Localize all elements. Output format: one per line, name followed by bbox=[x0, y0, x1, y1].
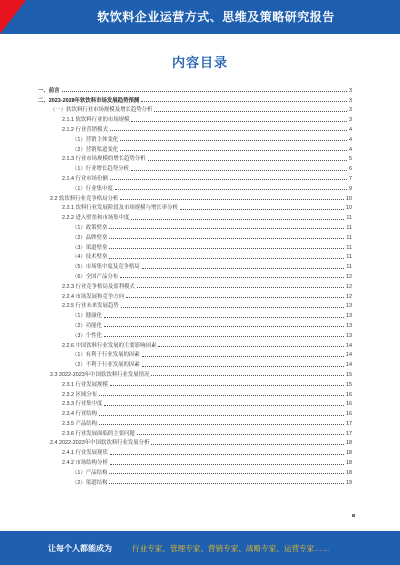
toc-entry-page: 3 bbox=[349, 87, 352, 94]
toc-entry-page: 13 bbox=[346, 303, 352, 310]
toc-entry-label: （3）渠道壁垒 bbox=[72, 244, 108, 251]
toc-entry-label: （1）健康化 bbox=[72, 313, 102, 320]
toc-entry-label: （2）功能化 bbox=[72, 322, 102, 329]
toc-leader-dots bbox=[131, 219, 344, 220]
toc-entry-label: （2）品牌壁垒 bbox=[72, 234, 108, 241]
toc-entry-page: 4 bbox=[349, 126, 352, 133]
toc-entry[interactable] bbox=[38, 133, 352, 143]
toc-entry-label: （5）市场集中度及竞争格局 bbox=[72, 264, 140, 271]
toc-entry-label: 2.3.4 行业结构 bbox=[62, 411, 98, 418]
toc-entry-label: 2.3.5 产品结构 bbox=[62, 420, 98, 427]
toc-leader-dots bbox=[115, 189, 347, 190]
toc-leader-dots bbox=[99, 415, 344, 416]
toc-leader-dots bbox=[131, 121, 347, 122]
toc-entry-label: （4）技术壁垒 bbox=[72, 254, 108, 261]
toc-entry-page: 11 bbox=[346, 264, 352, 271]
toc-leader-dots bbox=[109, 473, 344, 474]
toc-leader-dots bbox=[151, 444, 344, 445]
toc-entry-label: 2.1.1 软饮料行业的市场规模 bbox=[62, 117, 130, 124]
toc-leader-dots bbox=[131, 170, 347, 171]
toc-entry-label: （1）行业集中度 bbox=[72, 185, 113, 192]
toc-entry[interactable] bbox=[38, 182, 352, 192]
toc-entry-page: 15 bbox=[346, 371, 352, 378]
toc-leader-dots bbox=[180, 209, 344, 210]
toc-entry[interactable] bbox=[38, 358, 352, 368]
toc-leader-dots bbox=[99, 395, 344, 396]
toc-entry[interactable] bbox=[38, 270, 352, 280]
toc-entry[interactable] bbox=[38, 153, 352, 163]
toc-leader-dots bbox=[110, 385, 344, 386]
toc-entry[interactable] bbox=[38, 84, 352, 94]
toc-entry[interactable] bbox=[38, 211, 352, 221]
toc-leader-dots bbox=[109, 238, 344, 239]
toc-entry[interactable] bbox=[38, 300, 352, 310]
toc-entry-page: 13 bbox=[346, 313, 352, 320]
toc-entry-label: 2.4 2022-2023年中国软饮料行业发展分析 bbox=[50, 440, 150, 447]
toc-entry-page: 16 bbox=[346, 401, 352, 408]
toc-entry-page: 17 bbox=[346, 430, 352, 437]
toc-entry[interactable] bbox=[38, 241, 352, 251]
toc-entry[interactable] bbox=[38, 113, 352, 123]
toc-entry-label: （1）有利于行业发展的因素 bbox=[72, 352, 140, 359]
toc-leader-dots bbox=[104, 405, 344, 406]
toc-entry-label: 2.2.4 市场发展和竞争方向 bbox=[62, 293, 125, 300]
toc-leader-dots bbox=[142, 366, 344, 367]
toc-entry-page: 7 bbox=[349, 175, 352, 182]
toc-entry[interactable] bbox=[38, 123, 352, 133]
toc-leader-dots bbox=[154, 111, 347, 112]
toc-entry-label: 2.1.4 行业市场份额 bbox=[62, 175, 108, 182]
header-red-accent bbox=[0, 0, 26, 34]
toc-entry[interactable] bbox=[38, 456, 352, 466]
toc-entry[interactable] bbox=[38, 378, 352, 388]
toc-leader-dots bbox=[126, 297, 344, 298]
toc-entry-label: （1）行业增长趋势分析 bbox=[72, 166, 129, 173]
toc-heading: 内容目录 bbox=[171, 55, 228, 70]
toc-entry-page: 18 bbox=[346, 460, 352, 467]
toc-entry-page: 3 bbox=[349, 117, 352, 124]
toc-entry[interactable] bbox=[38, 172, 352, 182]
toc-entry-page: 18 bbox=[346, 440, 352, 447]
toc-leader-dots bbox=[120, 140, 347, 141]
toc-entry-page: 4 bbox=[349, 136, 352, 143]
footer-slogan: 让每个人都能成为 bbox=[48, 544, 112, 553]
toc-entry-label: 2.3.2 区域分布 bbox=[62, 391, 98, 398]
toc-entry-label: 2.4.1 行业发展现状 bbox=[62, 450, 108, 457]
toc-leader-dots bbox=[151, 375, 344, 376]
toc-leader-dots bbox=[120, 199, 344, 200]
toc-entry-label: 2.3 2022-2023年中国软饮料行业发展情况 bbox=[50, 371, 150, 378]
toc-leader-dots bbox=[137, 287, 344, 288]
toc-entry-label: 2.1.3 行业市场规模的增长趋势分析 bbox=[62, 156, 146, 163]
toc-leader-dots bbox=[109, 258, 344, 259]
toc-entry-page: 15 bbox=[346, 381, 352, 388]
toc-entry-page: 12 bbox=[346, 273, 352, 280]
toc-entry-page: 12 bbox=[346, 293, 352, 300]
toc-entry-label: （1）产品结构 bbox=[72, 469, 108, 476]
toc-leader-dots bbox=[104, 336, 344, 337]
toc-entry-page: 18 bbox=[346, 450, 352, 457]
toc-entry-label: 2.2.5 行业未来发展趋势 bbox=[62, 303, 119, 310]
toc-entry-page: 11 bbox=[346, 244, 352, 251]
toc-leader-dots bbox=[121, 307, 344, 308]
toc-entry[interactable] bbox=[38, 466, 352, 476]
toc-entry-label: （一）软饮料行业市场规模及增长趋势分析 bbox=[50, 107, 153, 114]
toc-entry-page: 11 bbox=[346, 224, 352, 231]
toc-entry-label: （1）政策壁垒 bbox=[72, 224, 108, 231]
toc-entry-label: 一、前言 bbox=[38, 87, 60, 94]
toc-entry[interactable] bbox=[38, 476, 352, 486]
toc-leader-dots bbox=[104, 317, 344, 318]
toc-leader-dots bbox=[109, 248, 344, 249]
toc-entry-label: 2.2.1 饮料行业发展阶段及市场规模与增长率分析 bbox=[62, 205, 178, 212]
toc-entry-page: 13 bbox=[346, 322, 352, 329]
page-header bbox=[0, 0, 400, 34]
footer-roles: 行业专家、管理专家、营销专家、战略专家、运营专家…… bbox=[132, 544, 330, 553]
toc-entry-label: （3）个性化 bbox=[72, 332, 102, 339]
toc-leader-dots bbox=[158, 346, 344, 347]
toc-leader-dots bbox=[110, 130, 347, 131]
toc-entry-page: 5 bbox=[349, 156, 352, 163]
toc-entry[interactable] bbox=[38, 446, 352, 456]
toc-entry-page: 14 bbox=[346, 352, 352, 359]
toc-entry[interactable] bbox=[38, 339, 352, 349]
toc-leader-dots bbox=[99, 424, 344, 425]
toc-entry-page: 16 bbox=[346, 391, 352, 398]
toc-entry[interactable] bbox=[38, 231, 352, 241]
table-of-contents bbox=[38, 84, 352, 486]
toc-leader-dots bbox=[109, 483, 344, 484]
toc-entry-label: 2.2.6 中国饮料行业发展的主要影响因素 bbox=[62, 342, 157, 349]
toc-entry-label: 2.2.2 进入壁垒和市场集中度 bbox=[62, 215, 130, 222]
toc-entry-label: （2）不利于行业发展的因素 bbox=[72, 362, 140, 369]
report-title: 软饮料企业运营方式、思维及策略研究报告 bbox=[97, 10, 335, 24]
toc-leader-dots bbox=[109, 228, 344, 229]
toc-entry[interactable] bbox=[38, 104, 352, 114]
toc-entry-label: （2）渠道结构 bbox=[72, 479, 108, 486]
toc-entry-page: 19 bbox=[346, 479, 352, 486]
toc-entry[interactable] bbox=[38, 427, 352, 437]
toc-entry[interactable] bbox=[38, 251, 352, 261]
toc-entry[interactable] bbox=[38, 319, 352, 329]
toc-leader-dots bbox=[137, 434, 344, 435]
toc-entry[interactable] bbox=[38, 280, 352, 290]
toc-leader-dots bbox=[104, 326, 344, 327]
toc-entry-label: （2）营销渠道变化 bbox=[72, 146, 119, 153]
toc-leader-dots bbox=[142, 268, 345, 269]
toc-entry[interactable] bbox=[38, 162, 352, 172]
toc-entry-page: 16 bbox=[346, 411, 352, 418]
toc-entry-page: 10 bbox=[346, 205, 352, 212]
toc-entry[interactable] bbox=[38, 329, 352, 339]
toc-entry-label: 2.2 软饮料行业竞争格局分析 bbox=[50, 195, 119, 202]
toc-entry[interactable] bbox=[38, 94, 352, 104]
toc-entry-page: 11 bbox=[346, 234, 352, 241]
toc-entry[interactable] bbox=[38, 349, 352, 359]
toc-entry-label: 2.3.1 行业发展规模 bbox=[62, 381, 108, 388]
toc-leader-dots bbox=[141, 101, 347, 102]
toc-entry[interactable] bbox=[38, 417, 352, 427]
toc-entry-page: 13 bbox=[346, 332, 352, 339]
toc-leader-dots bbox=[120, 277, 344, 278]
toc-entry-page: 11 bbox=[346, 215, 352, 222]
toc-leader-dots bbox=[142, 356, 344, 357]
toc-leader-dots bbox=[110, 179, 347, 180]
toc-entry-page: 11 bbox=[346, 254, 352, 261]
toc-entry-page: 9 bbox=[349, 185, 352, 192]
toc-entry-page: 18 bbox=[346, 469, 352, 476]
toc-entry[interactable] bbox=[38, 388, 352, 398]
toc-leader-dots bbox=[110, 464, 344, 465]
toc-entry[interactable] bbox=[38, 143, 352, 153]
toc-entry[interactable] bbox=[38, 309, 352, 319]
toc-entry[interactable] bbox=[38, 368, 352, 378]
toc-entry-label: 2.4.2 市场结构分析 bbox=[62, 460, 108, 467]
toc-leader-dots bbox=[120, 150, 347, 151]
toc-entry-page: 3 bbox=[349, 97, 352, 104]
toc-entry[interactable] bbox=[38, 221, 352, 231]
toc-entry-page: 4 bbox=[349, 146, 352, 153]
toc-entry[interactable] bbox=[38, 398, 352, 408]
page-footer bbox=[0, 531, 400, 565]
toc-entry[interactable] bbox=[38, 437, 352, 447]
toc-entry[interactable] bbox=[38, 407, 352, 417]
toc-leader-dots bbox=[62, 91, 347, 92]
toc-leader-dots bbox=[148, 160, 347, 161]
toc-entry[interactable] bbox=[38, 290, 352, 300]
toc-leader-dots bbox=[110, 454, 344, 455]
page-marker bbox=[352, 514, 355, 517]
toc-entry-page: 6 bbox=[349, 166, 352, 173]
toc-entry-label: （6）全国产品分布 bbox=[72, 273, 119, 280]
toc-entry-label: 2.3.6 行业发展面临的主要问题 bbox=[62, 430, 135, 437]
toc-entry-label: 2.2.3 行业竞争格局及盈利模式 bbox=[62, 283, 135, 290]
toc-entry-page: 10 bbox=[346, 195, 352, 202]
toc-entry-page: 14 bbox=[346, 362, 352, 369]
toc-entry[interactable] bbox=[38, 260, 352, 270]
toc-entry-label: （1）营销主体变化 bbox=[72, 136, 119, 143]
toc-entry-page: 12 bbox=[346, 283, 352, 290]
toc-entry[interactable] bbox=[38, 202, 352, 212]
toc-entry-label: 2.1.2 行业营销模式 bbox=[62, 126, 108, 133]
toc-entry-page: 14 bbox=[346, 342, 352, 349]
toc-entry-label: 二、2023-2028年软饮料市场发展趋势预测 bbox=[38, 97, 140, 104]
toc-entry-label: 2.3.3 行业集中度 bbox=[62, 401, 103, 408]
toc-entry[interactable] bbox=[38, 192, 352, 202]
toc-entry-page: 3 bbox=[349, 107, 352, 114]
toc-entry-page: 17 bbox=[346, 420, 352, 427]
